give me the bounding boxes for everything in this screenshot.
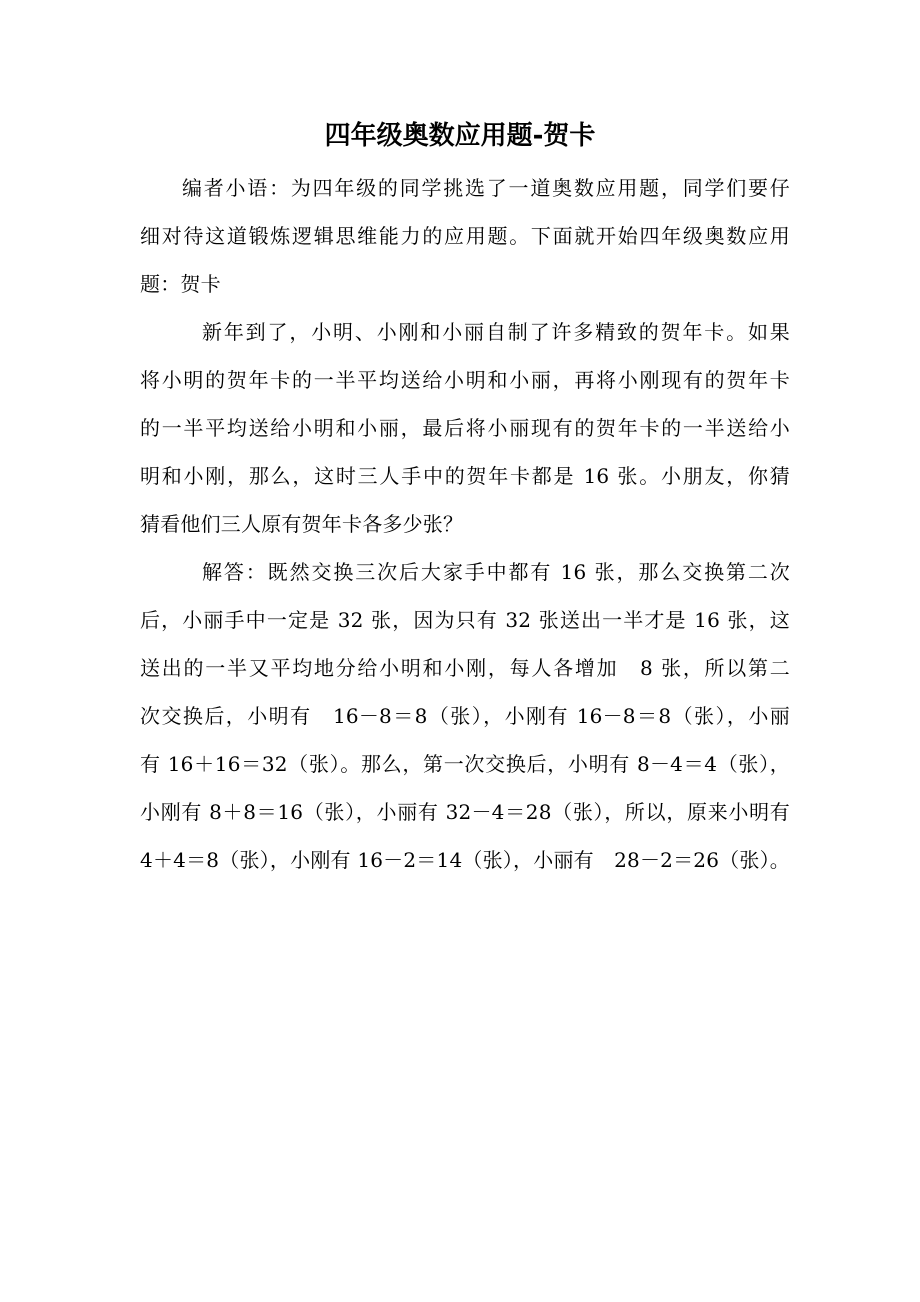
answer-line: 小刚有 8＋8＝16（张），小丽有 32－4＝28（张），所以，原来小明有 [140,800,790,824]
problem-line: 的一半平均送给小明和小丽，最后将小丽现有的贺年卡的一半送给小 [140,416,790,440]
answer-line: 4＋4＝8（张），小刚有 16－2＝14（张），小丽有 28－2＝26（张）。 [140,848,790,872]
answer-line: 解答：既然交换三次后大家手中都有 16 张，那么交换第二次 [202,560,790,584]
problem-line: 将小明的贺年卡的一半平均送给小明和小丽，再将小刚现有的贺年卡 [140,368,790,392]
problem-paragraph [140,308,790,548]
answer-line: 送出的一半又平均地分给小明和小刚，每人各增加 8 张，所以第二 [140,656,790,680]
intro-line: 细对待这道锻炼逻辑思维能力的应用题。下面就开始四年级奥数应用 [140,224,790,248]
answer-line: 次交换后，小明有 16－8＝8（张），小刚有 16－8＝8（张），小丽 [140,704,790,728]
answer-line: 有 16＋16＝32（张）。那么，第一次交换后，小明有 8－4＝4（张）， [140,752,790,776]
document-title: 四年级奥数应用题-贺卡 [324,121,596,151]
problem-line: 猜看他们三人原有贺年卡各多少张？ [140,512,464,536]
intro-line: 题：贺卡 [140,272,221,296]
answer-line: 后，小丽手中一定是 32 张，因为只有 32 张送出一半才是 16 张，这 [140,608,790,632]
intro-line: 编者小语：为四年级的同学挑选了一道奥数应用题，同学们要仔 [182,176,790,200]
answer-paragraph [140,548,790,884]
problem-line: 新年到了，小明、小刚和小丽自制了许多精致的贺年卡。如果 [202,320,790,344]
intro-paragraph [140,164,790,308]
problem-line: 明和小刚，那么，这时三人手中的贺年卡都是 16 张。小朋友，你猜 [140,464,790,488]
